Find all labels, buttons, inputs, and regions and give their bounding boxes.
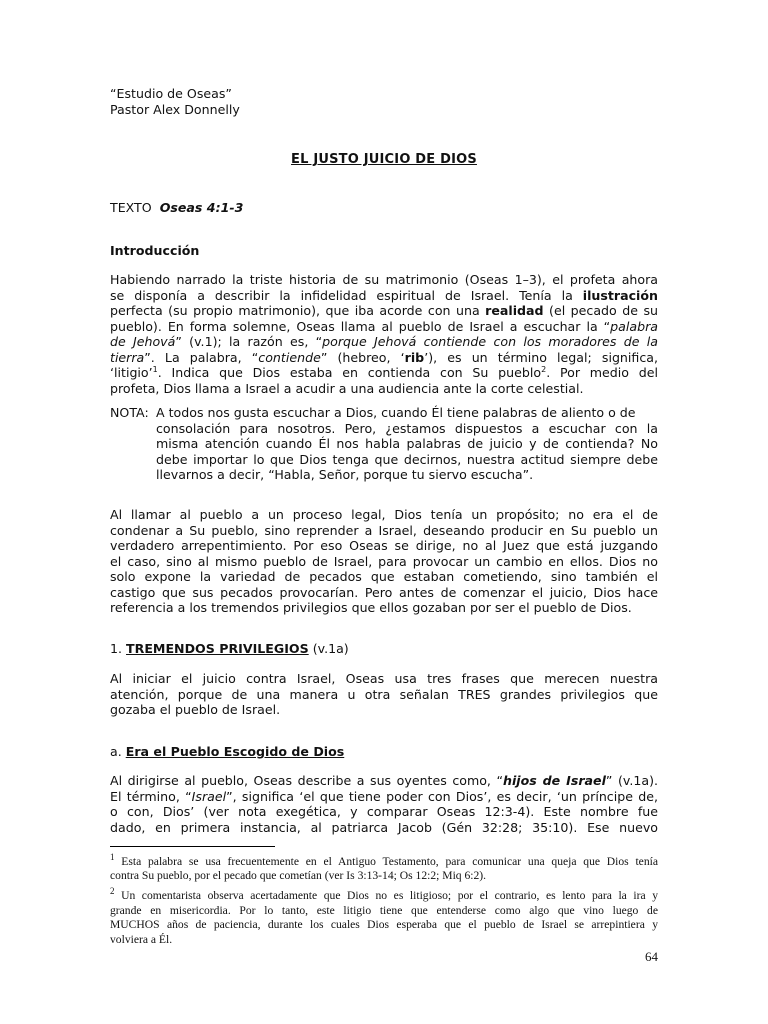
footnote-2-line: $^2$ Un comentarista observa acertadamente que Dios no es litigioso; por el contrario, es lento para la ira y [110,886,658,902]
nota-line: consolación para nosotros. Pero, ¿estamos dispuestos a escuchar con la [156,420,658,436]
intro-line: de Jehová” (v.1); la razón es, “porque Jehová contiende con los moradores de la [110,334,658,349]
para-line: Al iniciar el juicio contra Israel, Oseas usa tres frases que merecen nuestra [110,671,658,686]
subsection-title: Era el Pueblo Escogido de Dios [125,744,345,759]
para-line: gozaba el pueblo de Israel. [110,702,281,717]
para-line: condenar a Su pueblo, sino reprender a Israel, deseando producir en Su pueblo un [110,522,658,538]
footnote-ref-1: 1 [152,364,158,374]
para-line: atención, porque de una manera u otra señalan TRES grandes privilegios que [110,686,658,702]
footnote-2-line: grande en misericordia. Por lo tanto, este litigio tiene que entenderse como algo que vino luego de [110,903,658,917]
texto-ref: Oseas 4:1-3 [159,200,244,215]
section-number: 1. [110,641,127,656]
section-title: TREMENDOS PRIVILEGIOS [126,641,309,656]
intro-paragraph [110,272,658,396]
page-title: EL JUSTO JUICIO DE DIOS [291,152,477,167]
intro-heading-wrap [110,243,658,259]
intro-heading: Introducción [110,243,200,258]
texto-label: TEXTO [110,200,152,215]
intro-line: ‘litigio’$^1$. Indica que Dios estaba en contienda con Su pueblo$^2$. Por medio del [110,364,659,380]
footnote-divider [110,846,275,847]
footnote-1-line: contra Su pueblo, por el pecado que cometían (ver Is 3:13-14; Os 12:2; Miq 6:2). [110,869,487,883]
body-paragraph-4 [110,773,658,835]
intro-line: profeta, Dios llama a Israel a acudir a una audiencia ante la corte celestial. [110,380,584,396]
scripture-reference [110,200,658,216]
nota-line: llevarnos a decir, “Habla, Señor, porque tu siervo escucha”. [156,467,534,482]
subsection-heading-a [110,744,658,760]
body-paragraph-2 [110,507,658,616]
intro-line: pueblo). En forma solemne, Oseas llama al pueblo de Israel a escuchar la “palabra [110,318,658,334]
para-line: Al dirigirse al pueblo, Oseas describe a sus oyentes como, “hijos de Israel” (v.1a). [110,773,658,788]
nota-label: NOTA: [110,405,149,420]
nota-line: misma atención cuando Él nos habla palabras de juicio y de contienda? No [156,436,658,451]
nota-block [110,405,658,483]
nota-line: debe importar lo que Dios tenga que decirnos, nuestra actitud siempre debe [156,451,658,467]
nota-line: A todos nos gusta escuchar a Dios, cuando Él tiene palabras de aliento o de [156,405,636,420]
footnote-ref-2: 2 [541,364,547,374]
para-line: El término, “Israel”, significa ‘el que tiene poder con Dios’, es decir, ‘un príncipe de, [110,788,658,804]
page-number: 64 [645,949,658,964]
section-ref: (v.1a) [308,641,349,656]
author-name: Pastor Alex Donnelly [110,101,240,117]
intro-line: Habiendo narrado la triste historia de su matrimonio (Oseas 1–3), el profeta ahora [110,272,658,287]
para-line: o con, Dios’ (ver nota exegética, y comparar Oseas 12:3-4). Este nombre fue [110,804,658,819]
series-title: “Estudio de Oseas” [110,86,232,101]
footnotes [110,850,658,947]
footnote-1-line: $^1$ Esta palabra se usa frecuentemente en el Antiguo Testamento, para comunicar una queja que Dios tenía [110,852,658,868]
body-paragraph-3 [110,671,658,718]
footnote-2-line: volviera a Él. [110,932,173,946]
footnote-2-line: MUCHOS años de paciencia, durante los cuales Dios esperaba que el pueblo de Israel se arrepintiera y [110,918,658,932]
subsection-letter: a. [110,744,126,759]
document-header [110,86,658,117]
para-line: castigo que sus pecados provocarían. Pero antes de comenzar el juicio, Dios hace [110,584,658,600]
intro-line: perfecta (su propio matrimonio), que iba acorde con una realidad (el pecado de su [110,303,658,318]
para-line: solo expone la variedad de pecados que estaban cometiendo, sino también el [110,569,658,584]
intro-line: se disponía a describir la infidelidad espiritual de Israel. Tenía la ilustración [110,287,658,303]
para-line: verdadero arrepentimiento. Por eso Oseas se dirige, no al Juez que está juzgando [110,538,658,553]
para-line: el caso, sino al mismo pueblo de Israel, para provocar un cambio en ellos. Dios no [110,553,658,569]
page-title-wrap [110,151,658,168]
para-line: dado, en primera instancia, al patriarca Jacob (Gén 32:28; 35:10). Ese nuevo [110,819,658,835]
section-heading-1 [110,641,658,657]
para-line: Al llamar al pueblo a un proceso legal, Dios tenía un propósito; no era el de [110,507,658,522]
intro-line: tierra”. La palabra, “contiende” (hebreo, ‘rib’), es un término legal; significa, [110,349,658,365]
para-line: referencia a los tremendos privilegios que ellos gozaban por ser el pueblo de Dios. [110,600,632,615]
